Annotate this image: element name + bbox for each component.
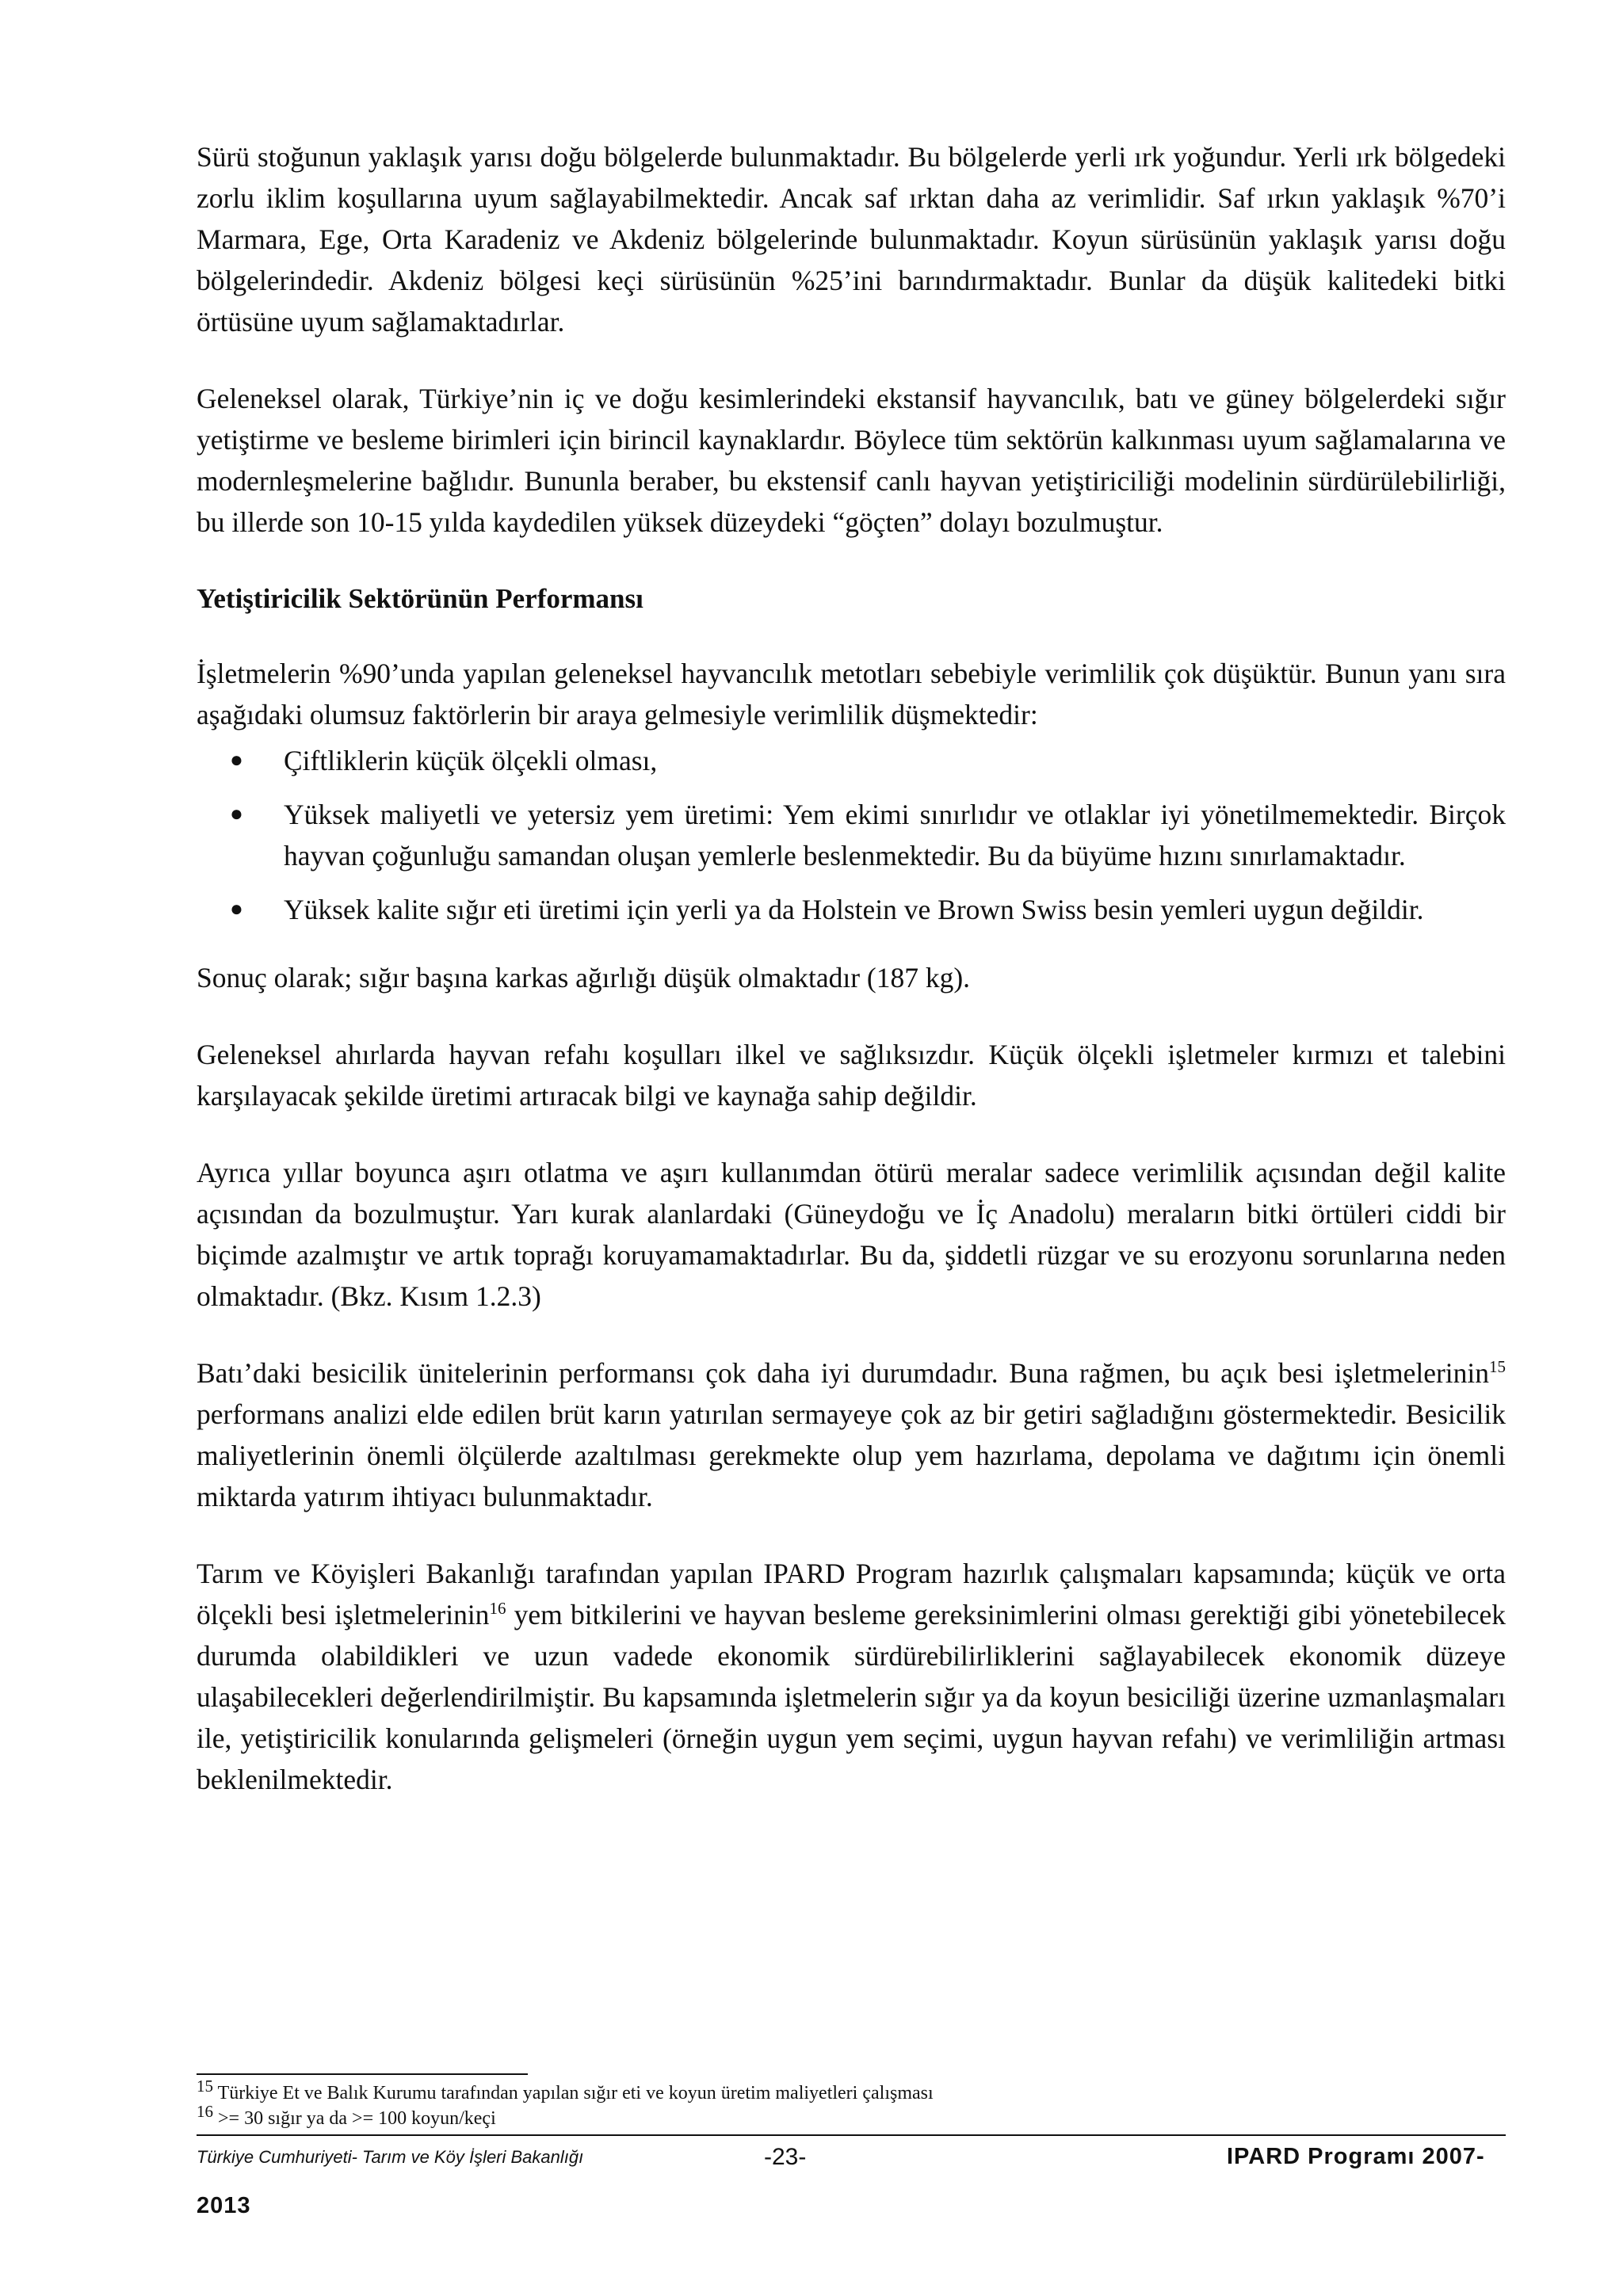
- footnote-15: $^{15}$ Türkiye Et ve Balık Kurumu tarafından yapılan sığır eti ve koyun üretim maliyetleri çalışması: [197, 2077, 934, 2103]
- factor-list: [197, 740, 1506, 930]
- bullet-icon: ●: [230, 748, 243, 772]
- footnote-ref-16[interactable]: 16: [489, 1599, 506, 1619]
- paragraph-ipard-assessment: Tarım ve Köyişleri Bakanlığı tarafından yapılan IPARD Program hazırlık çalışmaları kapsamında; küçük ve orta ölçekli besi işletmelerinin$^{16}$ yem bitkilerini ve hayvan besleme gereksinimlerini olması gerektiği gibi yönetebilecek durumda olabildikleri ve uzun vadede ekonomik sürdürebilirliklerini sağlayabilecek ekonomik düzeye ulaşabilecekleri değerlendirilmiştir. Bu kapsamında işletmelerin sığır ya da koyun besiciliği üzerine uzmanlaşmaları ile, yetiştiricilik konularında gelişmeleri (örneğin uygun yem seçimi, uygun hayvan refahı) ve verimliliğin artması beklenilmektedir.: [197, 1558, 1506, 1795]
- list-item: ● Çiftliklerin küçük ölçekli olması,: [197, 740, 1506, 781]
- footnote-16: $^{16}$ >= 30 sığır ya da >= 100 koyun/keçi: [197, 2102, 496, 2129]
- footer-ministry: Türkiye Cumhuriyeti- Tarım ve Köy İşleri Bakanlığı: [197, 2147, 584, 2167]
- footer-program-year: 2013: [197, 2193, 251, 2218]
- paragraph-animal-welfare: Geleneksel ahırlarda hayvan refahı koşulları ilkel ve sağlıksızdır. Küçük ölçekli işletmeler kırmızı et talebini karşılayacak şekilde üretimi artıracak bilgi ve kaynağa sahip değildir.: [197, 1039, 1506, 1112]
- footnotes: [197, 2077, 1506, 2131]
- bullet-icon: ●: [230, 897, 243, 921]
- paragraph-productivity: İşletmelerin %90’unda yapılan geleneksel hayvancılık metotları sebebiyle verimlilik çok düşüktür. Bunun yanı sıra aşağıdaki olumsuz faktörlerin bir araya gelmesiyle verimlilik düşmektedir:: [197, 658, 1506, 730]
- page-body: [197, 136, 1506, 1836]
- paragraph-herd-distribution: Sürü stoğunun yaklaşık yarısı doğu bölgelerde bulunmaktadır. Bu bölgelerde yerli ırk yoğundur. Yerli ırk bölgedeki zorlu iklim koşullarına uyum sağlayabilmektedir. Ancak saf ırktan daha az verimlidir. Saf ırkın yaklaşık %70’i Marmara, Ege, Orta Karadeniz ve Akdeniz bölgelerinde bulunmaktadır. Koyun sürüsünün yaklaşık yarısı doğu bölgelerindedir. Akdeniz bölgesi keçi sürüsünün %25’ini barındırmaktadır. Bunlar da düşük kalitedeki bitki örtüsüne uyum sağlamaktadırlar.: [197, 141, 1506, 338]
- paragraph-fattening-performance: Batı’daki besicilik ünitelerinin performansı çok daha iyi durumdadır. Buna rağmen, bu açık besi işletmelerinin$^{15}$ performans analizi elde edilen brüt karın yatırılan sermayeye çok az bir getiri sağladığını göstermektedir. Besicilik maliyetlerinin önemli ölçülerde azaltılması gerekmekte olup yem hazırlama, depolama ve dağıtımı için önemli miktarda yatırım ihtiyacı bulunmaktadır.: [197, 1357, 1506, 1512]
- list-item: ● Yüksek kalite sığır eti üretimi için yerli ya da Holstein ve Brown Swiss besin yemleri uygun değildir.: [197, 889, 1506, 930]
- footnote-divider: [197, 2073, 528, 2075]
- bullet-icon: ●: [230, 802, 243, 826]
- paragraph-pasture-degradation: Ayrıca yıllar boyunca aşırı otlatma ve aşırı kullanımdan ötürü meralar sadece verimlilik açısından değil kalite açısından da bozulmuştur. Yarı kurak alanlardaki (Güneydoğu ve İç Anadolu) meraların bitki örtüleri ciddi bir biçimde azalmıştır ve artık toprağı koruyamamaktadırlar. Bu da, şiddetli rüzgar ve su erozyonu sorunlarına neden olmaktadır. (Bkz. Kısım 1.2.3): [197, 1157, 1506, 1312]
- section-heading: Yetiştiricilik Sektörünün Performansı: [197, 583, 643, 614]
- page-footer: [197, 2139, 1506, 2218]
- paragraph-traditional-livestock: Geleneksel olarak, Türkiye’nin iç ve doğu kesimlerindeki ekstansif hayvancılık, batı ve güney bölgelerdeki sığır yetiştirme ve besleme birimleri için birincil kaynaklardır. Böylece tüm sektörün kalkınması uyum sağlamalarına ve modernleşmelerine bağlıdır. Bununla beraber, bu ekstensif canlı hayvan yetiştiriciliği modelinin sürdürülebilirliği, bu illerde son 10-15 yılda kaydedilen yüksek düzeydeki “göçten” dolayı bozulmuştur.: [197, 383, 1506, 538]
- footer-program-title: IPARD Programı 2007-: [1227, 2144, 1485, 2169]
- footer-divider: [197, 2134, 1506, 2136]
- footnote-ref-15[interactable]: 15: [1489, 1357, 1506, 1377]
- page-number: -23-: [764, 2144, 807, 2170]
- paragraph-carcass-weight: Sonuç olarak; sığır başına karkas ağırlığı düşük olmaktadır (187 kg).: [197, 962, 971, 994]
- list-item: ● Yüksek maliyetli ve yetersiz yem üretimi: Yem ekimi sınırlıdır ve otlaklar iyi yönetilmemektedir. Birçok hayvan çoğunluğu samandan oluşan yemlerle beslenmektedir. Bu da büyüme hızını sınırlamaktadır.: [197, 794, 1506, 876]
